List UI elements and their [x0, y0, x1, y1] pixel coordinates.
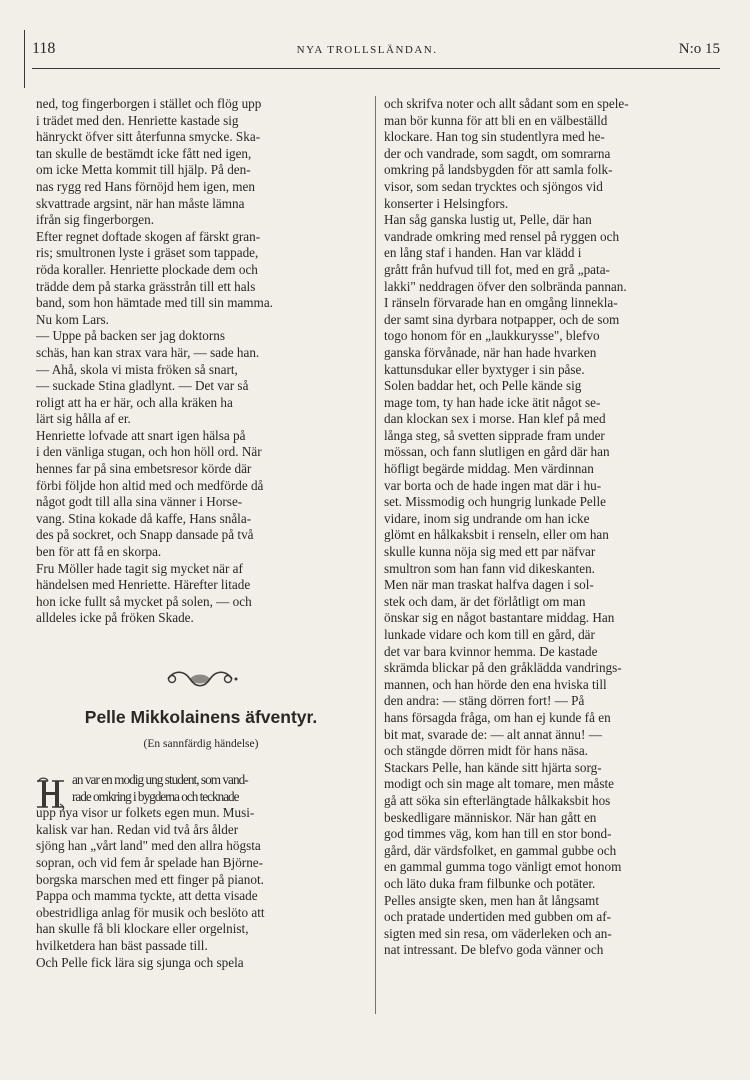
text-line: hon icke fullt så mycket på solen, — och — [36, 593, 252, 609]
text-line: höfligt begärde middag. Men värdinnan — [384, 461, 594, 477]
text-line: och stängde dörren midt för hans näsa. — [384, 743, 588, 759]
story-line: Och Pelle fick lära sig sjunga och spela — [36, 954, 244, 970]
text-line: Henriette lofvade att snart igen hälsa på — [36, 427, 246, 443]
magazine-title: NYA TROLLSLÄNDAN. — [296, 44, 438, 56]
story-line: kalisk var han. Redan vid två års ålder — [36, 821, 239, 837]
text-line: beskedligare människor. När han gått en — [384, 809, 597, 825]
left-column-text — [36, 96, 366, 627]
text-line: vandrade omkring med rensel på ryggen och — [384, 228, 620, 244]
text-line: hans försagda fråga, om han ej kunde få en — [384, 709, 611, 725]
text-line: och skrifva noter och allt sådant som en spele- — [384, 96, 629, 111]
text-line: ben för att få en skorpa. — [36, 544, 162, 560]
text-line: bit mat, svarade de: — alt annat ännu! — — [384, 726, 602, 742]
header-rule — [32, 68, 720, 69]
story-line: obestridliga anlag för musik och beslöto att — [36, 904, 265, 920]
story-line: borgska marschen med ett finger på pianot. — [36, 871, 264, 887]
text-line: lunkade vidare och kom till en gård, där — [384, 627, 595, 642]
text-line: glömt en hålkaksbit i renseln, eller om han — [384, 527, 609, 543]
text-line: det var bara kvinnor hemma. De kastade — [384, 643, 598, 659]
text-line: man bör kunna för att bli en en välbeställd — [384, 112, 608, 128]
text-line: schäs, han kan strax vara här, — sade han. — [36, 344, 260, 360]
text-line: ris; smultronen lyste i gräset som tappade, — [36, 245, 259, 261]
text-line: grått från hufvud till fot, med en grå „pata- — [384, 261, 610, 277]
running-header — [32, 40, 720, 62]
issue-number: N:o 15 — [678, 41, 720, 57]
text-line: kattunsdukar eller byxtyger i sin påse. — [384, 361, 585, 377]
story-title: Pelle Mikkolainens äfventyr. — [84, 707, 318, 727]
text-line: ifrån sig fingerborgen. — [36, 212, 155, 228]
story-body — [36, 772, 366, 971]
text-line: band, som hon hämtade med till sin mamma. — [36, 295, 273, 311]
text-line: lakki" neddragen öfver den solbrända pannan. — [384, 278, 627, 294]
story-line: upp nya visor ur folkets egen mun. Musi- — [36, 805, 255, 821]
text-line: Men när man traskat halfva dagen i sol- — [384, 577, 594, 593]
text-line: sigten med sin resa, om väderleken och an- — [384, 925, 612, 941]
text-line: något godt till alla sina vänner i Horse- — [36, 494, 243, 510]
text-line: roligt att ha er här, och alla kräken ha — [36, 394, 233, 410]
page-edge-line — [24, 30, 25, 88]
text-line: klockare. Han tog sin studentlyra med he- — [384, 129, 605, 145]
text-line: en gammal gumma togo vänligt emot honom — [384, 859, 622, 875]
text-line: set. Missmodig och hungrig lunkade Pelle — [384, 494, 606, 510]
text-line: och läto duka fram filbunke och potäter. — [384, 875, 596, 891]
text-line: Han såg ganska lustig ut, Pelle, där han — [384, 212, 592, 228]
text-line: gård, där värdsfolket, en gammal gubbe och — [384, 842, 617, 858]
text-line: der samt sina dyrbara notpapper, och de som — [384, 311, 620, 327]
story-subtitle: (En sannfärdig händelse) — [143, 738, 259, 750]
text-line: och pratade undertiden med gubben om af- — [384, 909, 612, 925]
text-line: konserter i Helsingfors. — [384, 195, 509, 211]
text-line: mössan, och fann slutligen en gård där han — [384, 444, 610, 460]
text-line: ned, tog fingerborgen i stället och flög upp — [36, 96, 262, 111]
text-line: god timmes väg, kom han till en stor bond- — [384, 826, 612, 842]
text-line: modigt och sin mage alt tomare, men måste — [384, 776, 614, 792]
text-line: vidare, inom sig undrande om han icke — [384, 510, 590, 526]
text-line: I ränseln förvarade han en omgång linnekla- — [384, 295, 618, 311]
text-line: visor, som sedan trycktes och sjöngos vid — [384, 178, 603, 194]
text-line: trädde dem på starka grässtrån till ett hals — [36, 278, 256, 294]
text-line: gå att söka sin efterlängtade hålkaksbit hos — [384, 792, 611, 808]
text-line: — Uppe på backen ser jag doktorns — [36, 328, 225, 344]
right-column-text — [384, 96, 714, 959]
text-line: önskar sig en något bastantare middag. Han — [384, 610, 615, 626]
text-line: skulle kunna nöja sig med ett par näfvar — [384, 544, 596, 560]
story-line: hvilketdera han bäst passade till. — [36, 937, 208, 953]
text-line: förbi följde hon altid med och medförde då — [36, 477, 264, 493]
story-line: han skulle få bli klockare eller orgelnist, — [36, 921, 249, 937]
text-line: des på sockret, och Snapp dansade på två — [36, 527, 254, 543]
text-line: tan skulle de bestämdt icke fått ned igen, — [36, 145, 252, 161]
text-line: röda koraller. Henriette plockade dem och — [36, 261, 258, 277]
text-line: omkring på landsbygden för att samla folk- — [384, 162, 613, 178]
text-line: lärt sig hålla af er. — [36, 411, 131, 427]
story-line: sopran, och vid fem år spelade han Björne- — [36, 854, 264, 870]
text-line: dan klockan sex i morse. Han klef på med — [384, 411, 606, 427]
text-line: — Ahå, skola vi mista fröken så snart, — [36, 361, 238, 377]
text-line: smultron som han fann vid dikeskanten. — [384, 560, 595, 576]
column-divider — [375, 96, 376, 1014]
text-line: skrämda blickar på den gråklädda vandrings- — [384, 660, 622, 676]
text-line: — suckade Stina gladlynt. — Det var så — [36, 378, 249, 394]
text-line: Stackars Pelle, han kände sitt hjärta sorg- — [384, 759, 602, 775]
text-line: Pelles ansigte sken, men han åt långsamt — [384, 892, 599, 908]
text-line: nat intressant. De blefvo goda vänner och — [384, 942, 604, 958]
text-line: hänryckt öfver sitt återfunna smycke. Ska- — [36, 129, 261, 145]
text-line: nas rygg red Hans förnöjd hem igen, men — [36, 178, 256, 194]
ornament-icon — [160, 668, 240, 690]
story-line: rade omkring i bygderna och tecknade — [72, 788, 239, 804]
text-line: Nu kom Lars. — [36, 311, 109, 327]
text-line: skvattrade argsint, när han måste lämna — [36, 195, 245, 211]
text-line: i den vänliga stugan, och hon höll ord. När — [36, 444, 262, 460]
text-line: Efter regnet doftade skogen af färskt gran- — [36, 228, 261, 244]
story-line: sjöng han „vårt land" med den allra högsta — [36, 838, 261, 854]
story-line: Pappa och mamma tyckte, att detta visade — [36, 888, 258, 904]
page-number: 118 — [32, 40, 56, 57]
text-line: i trädet med den. Henriette kastade sig — [36, 112, 239, 128]
text-line: en lång staf i handen. Han var klädd i — [384, 245, 582, 261]
text-line: hennes far på sina embetsresor körde där — [36, 461, 252, 477]
text-line: ganska förvånade, när han hade hvarken — [384, 344, 597, 360]
text-line: alldeles icke på fröken Skade. — [36, 610, 194, 626]
text-line: stek och dam, är det förlåtligt om man — [384, 593, 586, 609]
text-line: händelsen med Henriette. Härefter litade — [36, 577, 251, 593]
text-line: långa steg, så svetten sipprade fram under — [384, 427, 605, 443]
text-line: vang. Stina kokade då kaffe, Hans snåla- — [36, 510, 252, 526]
text-line: der och vandrade, som sagdt, om somrarna — [384, 145, 611, 161]
text-line: den andra: — stäng dörren fort! — På — [384, 693, 585, 709]
text-line: var borta och de hade ingen mat där i hu- — [384, 477, 602, 493]
text-line: mannen, och han hörde den ena hviska till — [384, 676, 607, 692]
text-line: mage tom, ty han hade icke ätit något se- — [384, 394, 601, 410]
text-line: togo honom för en „laukkurysse", blefvo — [384, 328, 600, 344]
text-line: om icke Metta kommit till hjälp. På den- — [36, 162, 251, 178]
story-line: an var en modig ung student, som vand- — [72, 772, 248, 787]
text-line: Fru Möller hade tagit sig mycket när af — [36, 560, 243, 576]
text-line: Solen baddar het, och Pelle kände sig — [384, 378, 582, 394]
